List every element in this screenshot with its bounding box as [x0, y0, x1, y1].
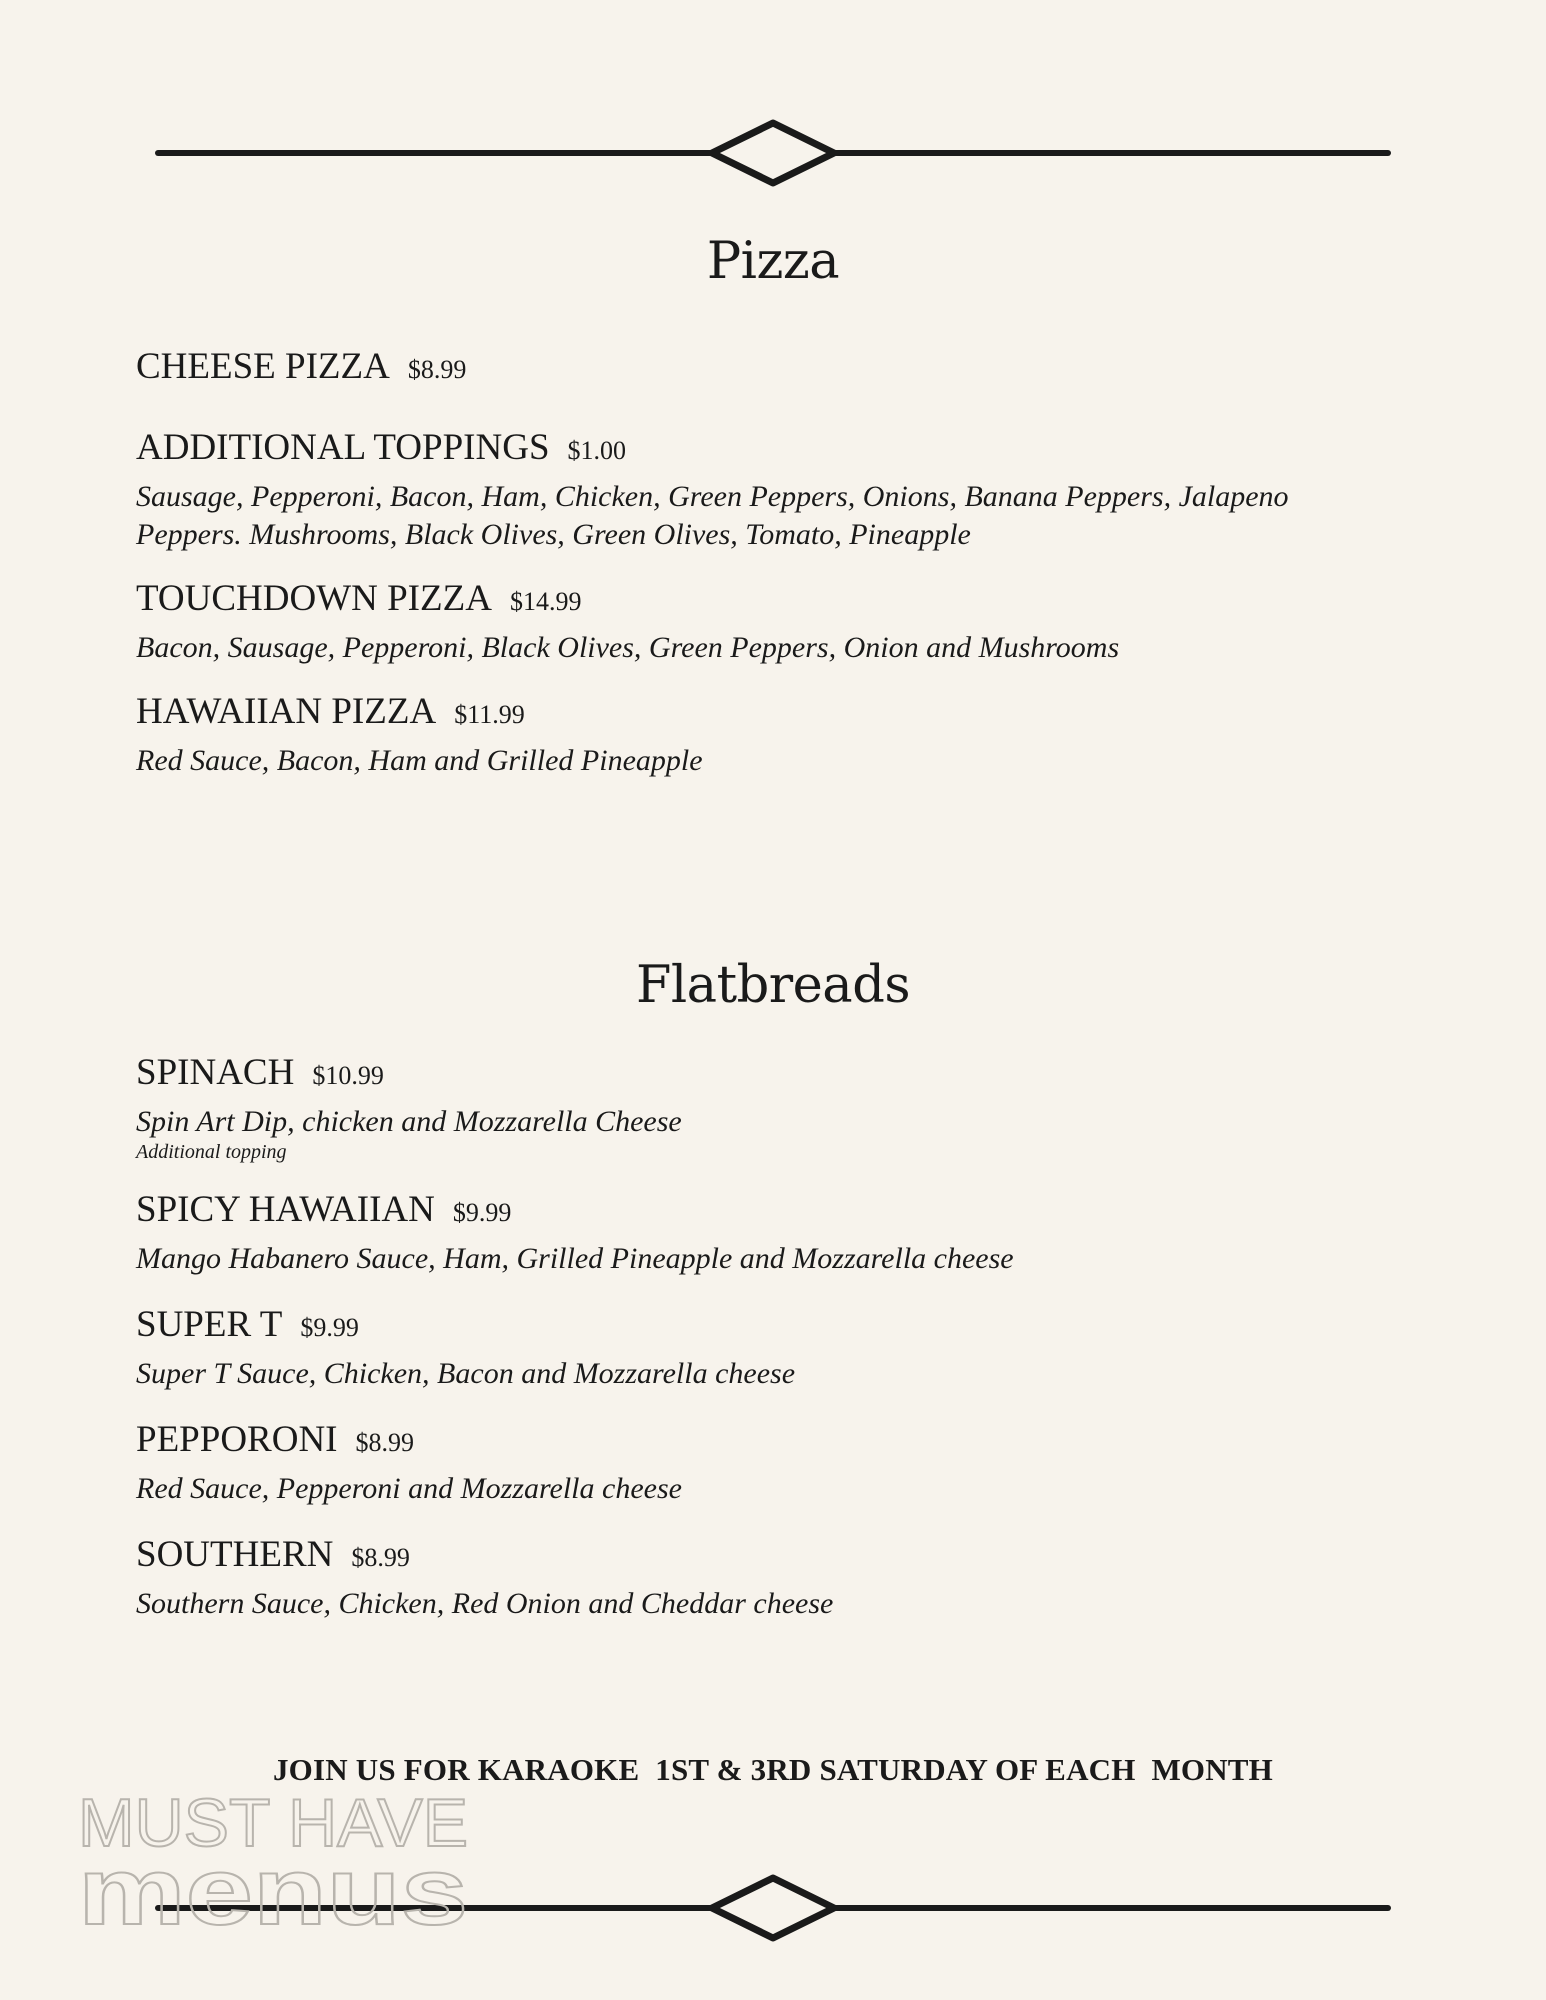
logo-line2: menus	[78, 1838, 468, 1930]
menu-item	[136, 344, 1436, 397]
flatbreads-section-title: Flatbreads	[635, 956, 911, 1015]
menu-item	[136, 425, 1436, 554]
item-name: SPINACH	[136, 1052, 295, 1093]
item-name: SUPER T	[136, 1304, 283, 1345]
item-name: PEPPORONI	[136, 1419, 338, 1460]
item-price: $10.99	[312, 1061, 384, 1090]
menu-item	[136, 1417, 1436, 1508]
menu-item	[136, 689, 1436, 780]
item-description: Red Sauce, Bacon, Ham and Grilled Pineapple	[136, 744, 703, 777]
menu-item	[136, 1532, 1436, 1623]
item-name: TOUCHDOWN PIZZA	[136, 578, 492, 619]
item-price: $9.99	[300, 1313, 359, 1342]
must-have-menus-logo	[76, 1790, 476, 1930]
pizza-section-title: Pizza	[706, 232, 840, 291]
item-name: SOUTHERN	[136, 1534, 334, 1575]
item-description: Sausage, Pepperoni, Bacon, Ham, Chicken, Green Peppers, Onions, Banana Peppers, Jalapeno Peppers. Mushrooms, Black Olives, Green Olives, Tomato, Pineapple	[136, 480, 1289, 551]
item-name: CHEESE PIZZA	[136, 346, 390, 387]
item-note: Additional topping	[136, 1141, 287, 1163]
item-price: $14.99	[509, 587, 582, 616]
menu-item	[136, 1050, 1436, 1163]
pizza-items	[136, 344, 1436, 802]
item-price: $8.99	[407, 355, 467, 384]
item-price: $1.00	[567, 436, 627, 465]
flatbread-items	[136, 1050, 1436, 1647]
karaoke-announcement: JOIN US FOR KARAOKE 1ST & 3RD SATURDAY OF EACH MONTH	[272, 1752, 1273, 1787]
item-description: Super T Sauce, Chicken, Bacon and Mozzarella cheese	[136, 1357, 796, 1390]
item-description: Spin Art Dip, chicken and Mozzarella Cheese	[136, 1105, 682, 1138]
item-price: $8.99	[351, 1543, 410, 1572]
item-description: Red Sauce, Pepperoni and Mozzarella cheese	[136, 1472, 682, 1505]
item-description: Bacon, Sausage, Pepperoni, Black Olives, Green Peppers, Onion and Mushrooms	[136, 631, 1120, 664]
item-name: SPICY HAWAIIAN	[136, 1189, 435, 1230]
top-divider	[150, 113, 1396, 193]
item-price: $8.99	[355, 1428, 414, 1457]
item-description: Mango Habanero Sauce, Ham, Grilled Pineapple and Mozzarella cheese	[136, 1242, 1014, 1275]
menu-item	[136, 1187, 1436, 1278]
item-price: $11.99	[454, 700, 525, 729]
item-name: HAWAIIAN PIZZA	[136, 691, 437, 732]
menu-item	[136, 1302, 1436, 1393]
item-name: ADDITIONAL TOPPINGS	[136, 427, 550, 468]
item-description: Southern Sauce, Chicken, Red Onion and Cheddar cheese	[136, 1587, 834, 1620]
menu-item	[136, 576, 1436, 667]
item-price: $9.99	[452, 1198, 512, 1227]
diamond-ornament-icon	[712, 1878, 834, 1938]
diamond-ornament-icon	[712, 123, 834, 183]
logo-line1: MUST HAVE	[78, 1790, 468, 1861]
